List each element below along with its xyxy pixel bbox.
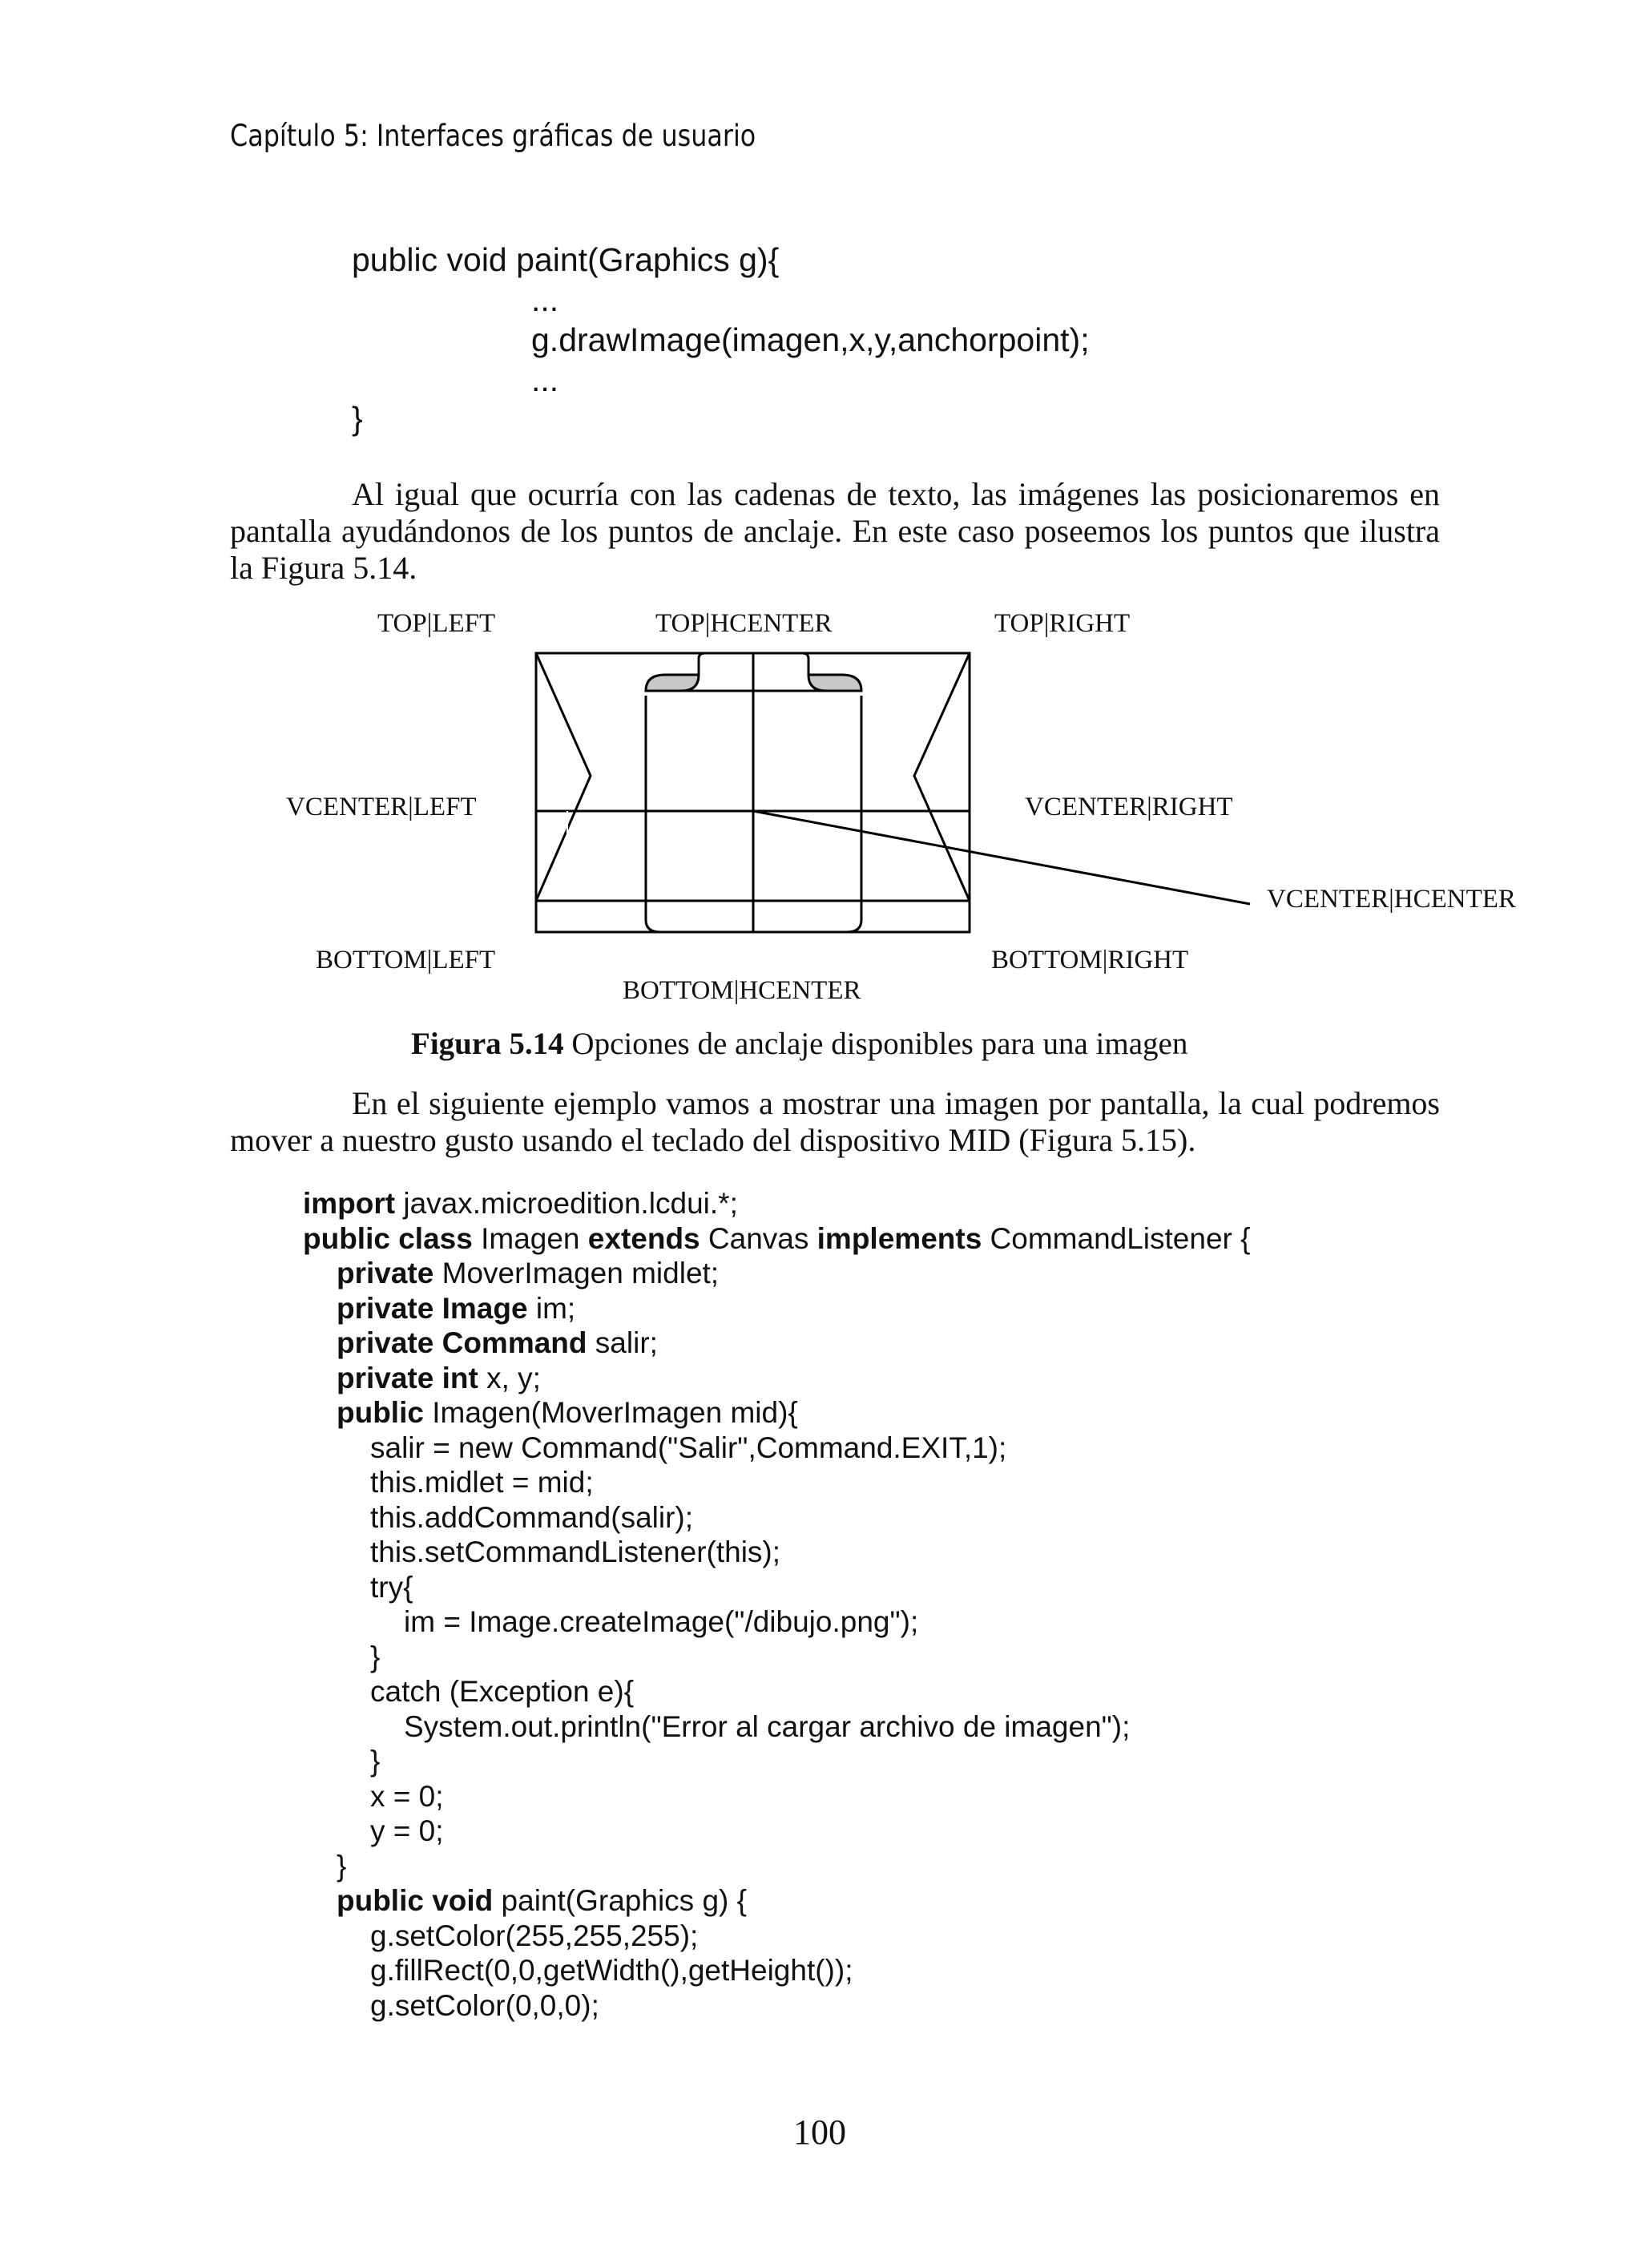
code-keyword: public class	[303, 1221, 473, 1255]
page-number: 100	[793, 2113, 846, 2152]
code-line	[337, 1361, 541, 1396]
body-paragraph: En el siguiente ejemplo vamos a mostrar una imagen por pantalla, la cual podremos mover a nuestro gusto usando el teclado del dispositivo MID (Figura 5.15).	[230, 1085, 1440, 1158]
code-text: System.out.println("Error al cargar archivo de imagen");	[404, 1709, 1131, 1743]
code-text: g.setColor(255,255,255);	[370, 1919, 699, 1952]
code-line: g.drawImage(imagen,x,y,anchorpoint);	[531, 321, 1090, 358]
code-keyword: public	[337, 1396, 424, 1429]
code-text: salir = new Command("Salir",Command.EXIT,1);	[370, 1431, 1007, 1464]
label-top-left: TOP|LEFT	[377, 609, 496, 638]
label-top-hcenter: TOP|HCENTER	[655, 609, 833, 638]
code-line	[370, 1570, 413, 1605]
code-line	[337, 1883, 747, 1919]
code-text: x, y;	[478, 1361, 541, 1394]
code-keyword: extends	[587, 1221, 700, 1255]
code-keyword: private int	[337, 1361, 478, 1394]
label-vcenter-hcenter: VCENTER|HCENTER	[1267, 885, 1516, 914]
code-line: }	[352, 400, 363, 437]
code-keyword: private	[337, 1257, 434, 1289]
code-text: try{	[370, 1570, 413, 1604]
code-text: this.setCommandListener(this);	[370, 1536, 781, 1568]
body-paragraph: Al igual que ocurría con las cadenas de texto, las imágenes las posicionaremos en pantalla ayudándonos de los puntos de anclaje. En este caso poseemos los puntos que ilustra la Figura 5.14.	[230, 476, 1440, 586]
code-line: ...	[531, 281, 559, 318]
code-keyword: private Image	[337, 1291, 528, 1325]
code-line	[337, 1395, 798, 1431]
code-line	[303, 1221, 1251, 1257]
code-keyword: implements	[816, 1221, 982, 1255]
code-text: }	[370, 1640, 381, 1673]
label-vcenter-left: VCENTER|LEFT	[286, 793, 477, 821]
code-line	[370, 1640, 380, 1675]
code-keyword: import	[303, 1187, 396, 1220]
code-line: public void paint(Graphics g){	[352, 241, 780, 278]
code-text: g.setColor(0,0,0);	[370, 1988, 599, 2022]
code-line	[337, 1849, 346, 1884]
code-line	[337, 1326, 658, 1361]
code-line	[404, 1604, 918, 1640]
code-line	[370, 1953, 853, 1988]
code-line	[337, 1256, 719, 1291]
code-line	[370, 1779, 444, 1814]
code-keyword: private Command	[337, 1326, 587, 1359]
code-line	[370, 1500, 693, 1536]
caption-text: Opciones de anclaje disponibles para una imagen	[563, 1027, 1188, 1061]
label-vcenter-right: VCENTER|RIGHT	[1025, 793, 1233, 821]
label-top-right: TOP|RIGHT	[994, 609, 1131, 638]
code-line	[370, 1431, 1006, 1466]
code-text: }	[337, 1849, 347, 1883]
label-bottom-left: BOTTOM|LEFT	[316, 946, 496, 975]
code-text: javax.microedition.lcdui.*;	[395, 1187, 738, 1220]
code-text: Canvas	[700, 1221, 817, 1255]
code-line	[370, 1465, 594, 1500]
code-line	[370, 1988, 599, 2024]
label-bottom-right: BOTTOM|RIGHT	[991, 946, 1189, 975]
figure-caption	[411, 1026, 1187, 1062]
code-line	[370, 1744, 380, 1779]
code-text: this.addCommand(salir);	[370, 1500, 694, 1534]
code-text: MoverImagen midlet;	[433, 1257, 720, 1289]
code-line	[370, 1814, 444, 1849]
code-line: ...	[531, 361, 559, 398]
code-text: im;	[527, 1291, 576, 1325]
code-text: paint(Graphics g) {	[493, 1884, 747, 1917]
code-line	[370, 1535, 780, 1570]
code-text: g.fillRect(0,0,getWidth(),getHeight());	[370, 1954, 853, 1987]
code-text: im = Image.createImage("/dibujo.png");	[404, 1605, 919, 1638]
code-text: CommandListener {	[982, 1221, 1251, 1255]
code-line	[303, 1186, 738, 1221]
caption-label: Figura 5.14	[411, 1027, 564, 1061]
code-line	[337, 1291, 575, 1326]
code-text: salir;	[587, 1326, 658, 1359]
code-text: this.midlet = mid;	[370, 1466, 594, 1499]
code-text: catch (Exception e){	[370, 1675, 635, 1708]
code-text: Imagen(MoverImagen mid){	[423, 1396, 798, 1429]
code-line	[370, 1919, 698, 1954]
code-text: Imagen	[472, 1221, 588, 1255]
code-text: y = 0;	[370, 1814, 444, 1847]
code-line	[370, 1674, 634, 1709]
code-text: }	[370, 1745, 381, 1778]
label-bottom-hcenter: BOTTOM|HCENTER	[623, 976, 861, 1005]
code-text: x = 0;	[370, 1779, 444, 1813]
code-line	[404, 1709, 1130, 1745]
running-header: Capítulo 5: Interfaces gráficas de usuario	[230, 119, 756, 153]
code-keyword: public void	[337, 1884, 494, 1917]
